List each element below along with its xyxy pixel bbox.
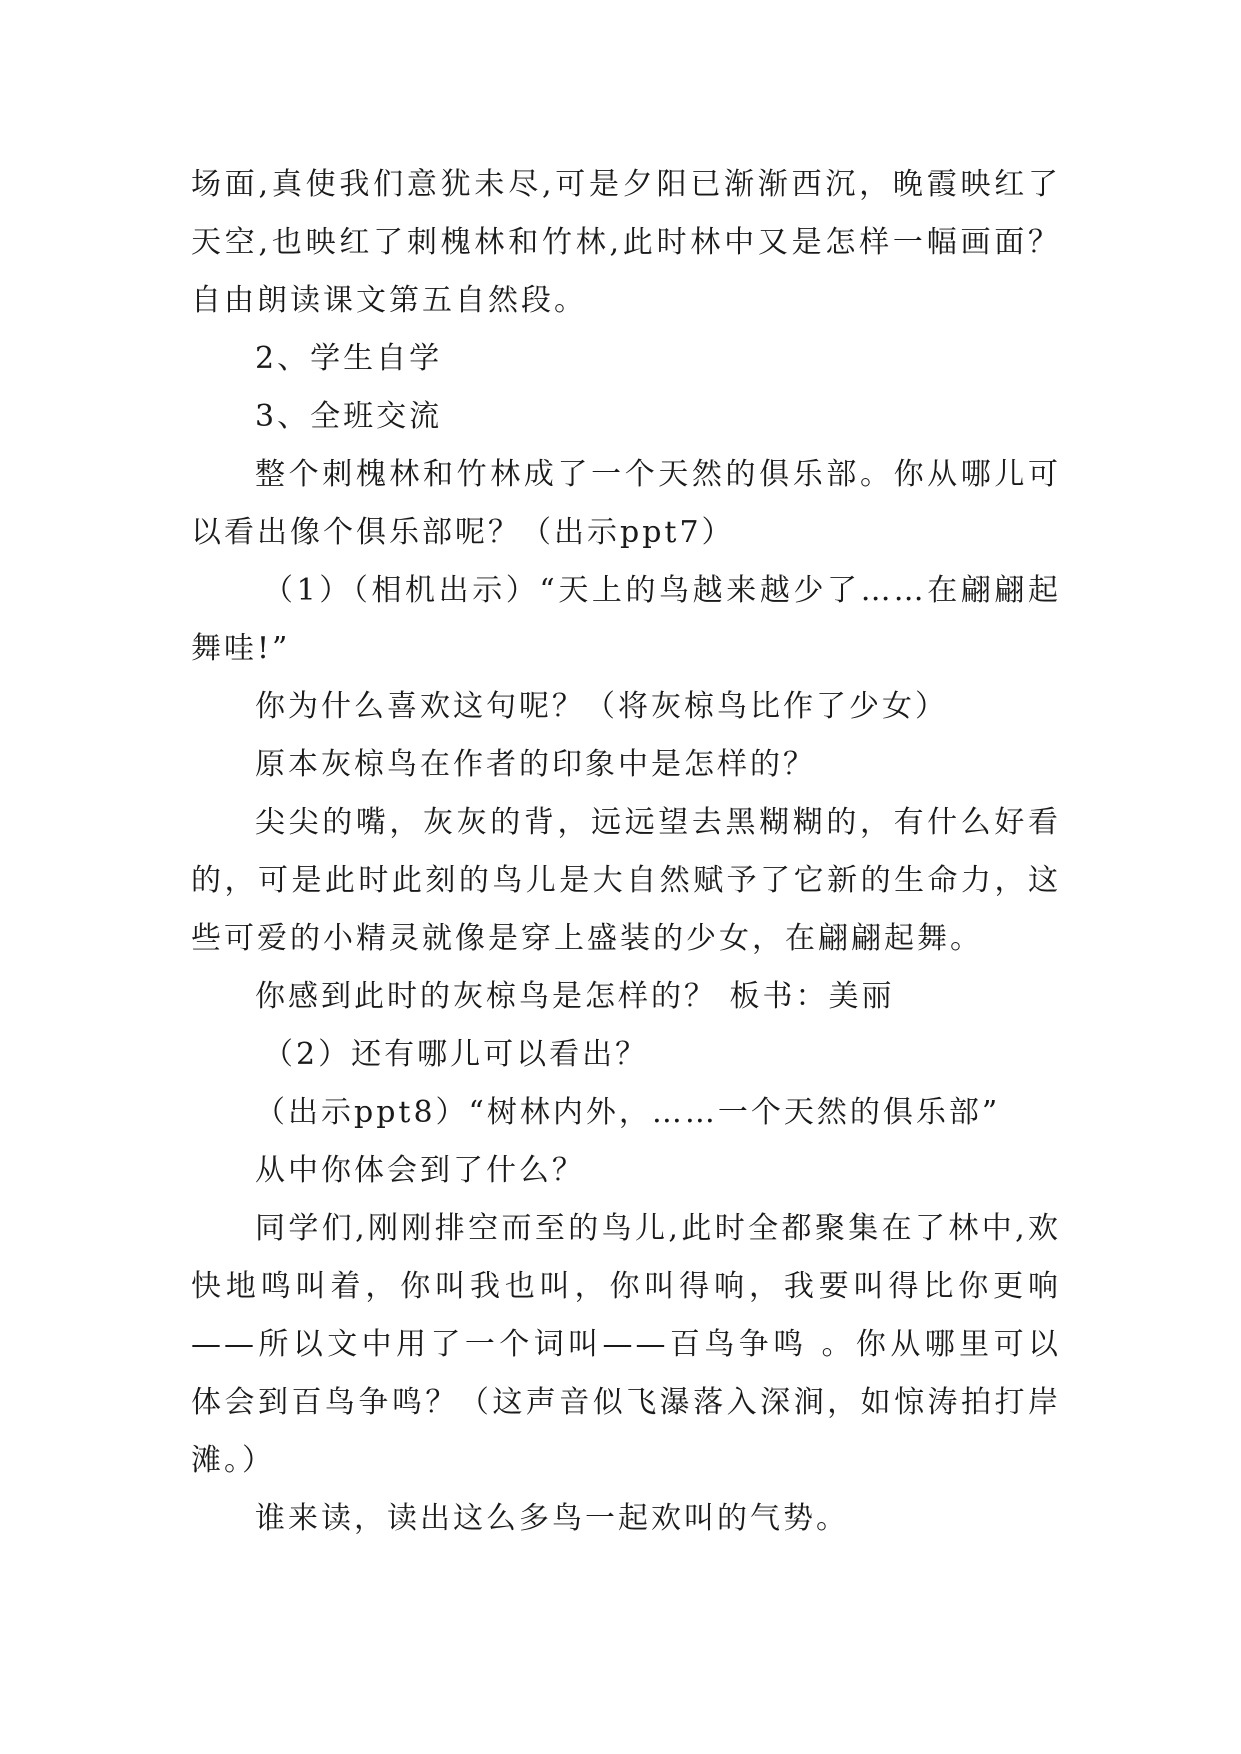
- paragraph-11: （出示ppt8）“树林内外，……一个天然的俱乐部”: [255, 1095, 1001, 1130]
- paragraph-5: （1）（相机出示）“天上的鸟越来越少了……在翩翩起舞哇!”: [191, 573, 1061, 666]
- paragraph-2: 2、学生自学: [255, 341, 443, 376]
- paragraph-3: 3、全班交流: [255, 399, 443, 434]
- body-text: [191, 156, 1061, 1548]
- paragraph-6: 你为什么喜欢这句呢？（将灰椋鸟比作了少女）: [255, 689, 948, 724]
- paragraph-12: 从中你体会到了什么？: [255, 1153, 585, 1188]
- paragraph-4: 整个刺槐林和竹林成了一个天然的俱乐部。你从哪儿可以看出像个俱乐部呢？（出示ppt7）: [191, 457, 1061, 550]
- paragraph-10: （2）还有哪儿可以看出？: [263, 1037, 649, 1072]
- paragraph-1: 场面,真使我们意犹未尽,可是夕阳已渐渐西沉，晚霞映红了天空,也映红了刺槐林和竹林,此时林中又是怎样一幅画面？自由朗读课文第五自然段。: [191, 167, 1061, 318]
- paragraph-9: 你感到此时的灰椋鸟是怎样的？ 板书：美丽: [255, 979, 895, 1014]
- paragraph-7: 原本灰椋鸟在作者的印象中是怎样的？: [255, 747, 816, 782]
- paragraph-13: 同学们,刚刚排空而至的鸟儿,此时全都聚集在了林中,欢快地鸣叫着，你叫我也叫，你叫得响，我要叫得比你更响——所以文中用了一个词叫——百鸟争鸣 。你从哪里可以体会到百鸟争鸣？（这声音似飞瀑落入深涧，如惊涛拍打岸滩。）: [191, 1211, 1061, 1478]
- paragraph-8: 尖尖的嘴，灰灰的背，远远望去黑糊糊的，有什么好看的，可是此时此刻的鸟儿是大自然赋予了它新的生命力，这些可爱的小精灵就像是穿上盛装的少女，在翩翩起舞。: [191, 805, 1061, 956]
- paragraph-14: 谁来读，读出这么多鸟一起欢叫的气势。: [255, 1501, 849, 1536]
